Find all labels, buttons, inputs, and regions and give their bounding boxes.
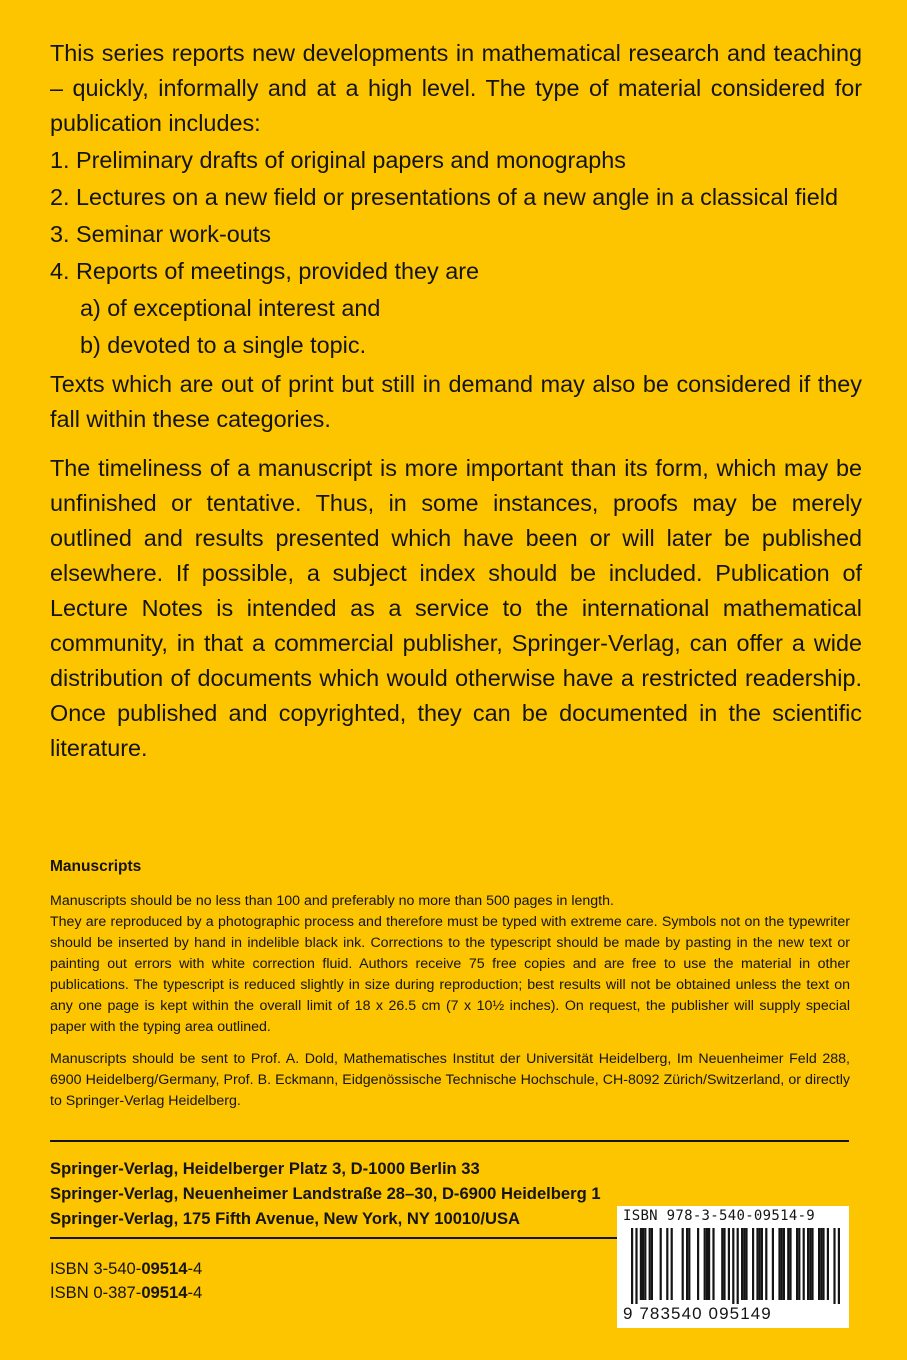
barcode-bar <box>631 1228 633 1304</box>
barcode-bar <box>721 1228 723 1300</box>
barcode-bar <box>671 1228 673 1300</box>
barcode-bar <box>642 1228 644 1300</box>
barcode-bar <box>759 1228 761 1300</box>
list-item: 4. Reports of meetings, provided they are <box>50 258 480 284</box>
barcode-bar <box>783 1228 785 1300</box>
manuscripts-typing-text: They are reproduced by a photographic process and therefore must be typed with extreme care. Symbols not on the typewriter should be inserted by hand in indelible black ink. Corrections to the typescript should be made by pasting in the new text or painting out errors with white correction fluid. Authors receive 75 free copies and are free to use the material in other publications. The typescript is reduced slightly in size during reproduction; best results will not be obtained unless the text on any one page is kept within the overall limit of 18 x 26.5 cm (7 x 10½ inches). On request, the publisher will supply special paper with the typing area outlined. <box>50 914 850 1035</box>
barcode-bar <box>704 1228 706 1300</box>
list-item: 2. Lectures on a new field or presentations of a new angle in a classical field <box>50 184 838 210</box>
barcode-bar <box>737 1228 739 1304</box>
barcode-bar <box>723 1228 725 1300</box>
barcode-bar <box>640 1228 642 1300</box>
barcode-bar <box>660 1228 662 1300</box>
isbn-check: -4 <box>187 1283 203 1302</box>
barcode-bar <box>761 1228 763 1300</box>
barcode-bar <box>789 1228 791 1300</box>
publisher-addresses <box>50 1156 670 1231</box>
barcode-bar <box>732 1228 734 1304</box>
barcode-bar <box>745 1228 747 1300</box>
divider-rule <box>50 1140 849 1142</box>
barcode-bar <box>706 1228 708 1300</box>
manuscripts-address-text: Manuscripts should be sent to Prof. A. Dold, Mathematisches Institut der Universität Heidelberg, Im Neuenheimer Feld 288, 6900 Heidelberg/Germany, Prof. B. Eckmann, Eidgenössische Technische Hochschule, CH-8092 Zürich/Switzerland, or directly to Springer-Verlag Heidelberg. <box>50 1051 850 1109</box>
publisher-address-berlin: Springer-Verlag, Heidelberger Platz 3, D-1000 Berlin 33 <box>50 1159 480 1178</box>
series-description <box>50 36 862 766</box>
barcode-bar <box>682 1228 684 1300</box>
barcode-bar <box>811 1228 813 1300</box>
barcode-bar <box>822 1228 824 1300</box>
barcode-digits: 9 783540 095149 <box>623 1304 772 1323</box>
barcode-bar <box>708 1228 710 1300</box>
isbn-line <box>50 1281 350 1305</box>
sub-list-item: a) of exceptional interest and <box>80 295 381 321</box>
barcode-bar <box>635 1228 637 1304</box>
out-of-print-paragraph: Texts which are out of print but still in demand may also be considered if they fall within these categories. <box>50 371 862 432</box>
barcode-bar <box>781 1228 783 1300</box>
barcode-bar <box>803 1228 805 1300</box>
timeliness-paragraph: The timeliness of a manuscript is more important than its form, which may be unfinished or tentative. Thus, in some instances, proofs may be merely outlined and results presented which have been or will later be published elsewhere. If possible, a subject index should be included. Publication of Lecture Notes is intended as a service to the international mathematical community, in that a commercial publisher, Springer-Verlag, can offer a wide distribution of documents which would otherwise have a restricted readership. Once published and copyrighted, they can be documented in the scientific literature. <box>50 455 862 761</box>
barcode-bar <box>741 1228 743 1300</box>
isbn-number: 09514 <box>141 1259 188 1278</box>
intro-paragraph: This series reports new developments in mathematical research and teaching – quickly, informally and at a high level. The type of material considered for publication includes: <box>50 40 862 136</box>
manuscripts-section <box>50 856 850 1112</box>
barcode-bar <box>796 1228 798 1300</box>
barcode-bar <box>838 1228 840 1304</box>
material-list <box>50 143 862 363</box>
barcode-bar <box>752 1228 754 1300</box>
barcode-bar <box>651 1228 653 1300</box>
barcode-bar <box>778 1228 780 1300</box>
barcode-bar <box>728 1228 730 1300</box>
barcode-bar <box>686 1228 688 1300</box>
list-item: 1. Preliminary drafts of original papers and monographs <box>50 147 626 173</box>
barcode-bar <box>807 1228 809 1300</box>
barcode-bar <box>820 1228 822 1300</box>
barcode-bar <box>743 1228 745 1300</box>
barcode-bars <box>617 1228 849 1304</box>
isbn-prefix: ISBN 0-387- <box>50 1283 142 1302</box>
list-item: 3. Seminar work-outs <box>50 221 271 247</box>
sub-list-item: b) devoted to a single topic. <box>80 332 367 358</box>
manuscripts-length-text: Manuscripts should be no less than 100 and preferably no more than 500 pages in length. <box>50 893 614 909</box>
barcode-bar <box>765 1228 767 1300</box>
isbn-line <box>50 1257 350 1281</box>
barcode <box>617 1206 849 1328</box>
barcode-bar <box>666 1228 668 1300</box>
publisher-address-newyork: Springer-Verlag, 175 Fifth Avenue, New York, NY 10010/USA <box>50 1209 521 1228</box>
barcode-bar <box>787 1228 789 1300</box>
isbn-check: -4 <box>187 1259 203 1278</box>
barcode-isbn-text: ISBN 978-3-540-09514-9 <box>623 1208 816 1224</box>
isbn-number: 09514 <box>141 1283 188 1302</box>
barcode-bar <box>827 1228 829 1300</box>
isbn-prefix: ISBN 3-540- <box>50 1259 142 1278</box>
barcode-bar <box>798 1228 800 1300</box>
barcode-bar <box>756 1228 758 1300</box>
barcode-bar <box>818 1228 820 1300</box>
barcode-bar <box>697 1228 699 1300</box>
divider-rule <box>50 1237 617 1239</box>
barcode-bar <box>688 1228 690 1300</box>
barcode-bar <box>649 1228 651 1300</box>
barcode-bar <box>712 1228 714 1300</box>
isbn-list <box>50 1257 350 1305</box>
barcode-bar <box>833 1228 835 1304</box>
publisher-address-heidelberg: Springer-Verlag, Neuenheimer Landstraße 28–30, D-6900 Heidelberg 1 <box>50 1184 601 1203</box>
barcode-bar <box>772 1228 774 1300</box>
manuscripts-heading: Manuscripts <box>50 858 142 875</box>
barcode-bar <box>644 1228 646 1300</box>
barcode-bar <box>809 1228 811 1300</box>
